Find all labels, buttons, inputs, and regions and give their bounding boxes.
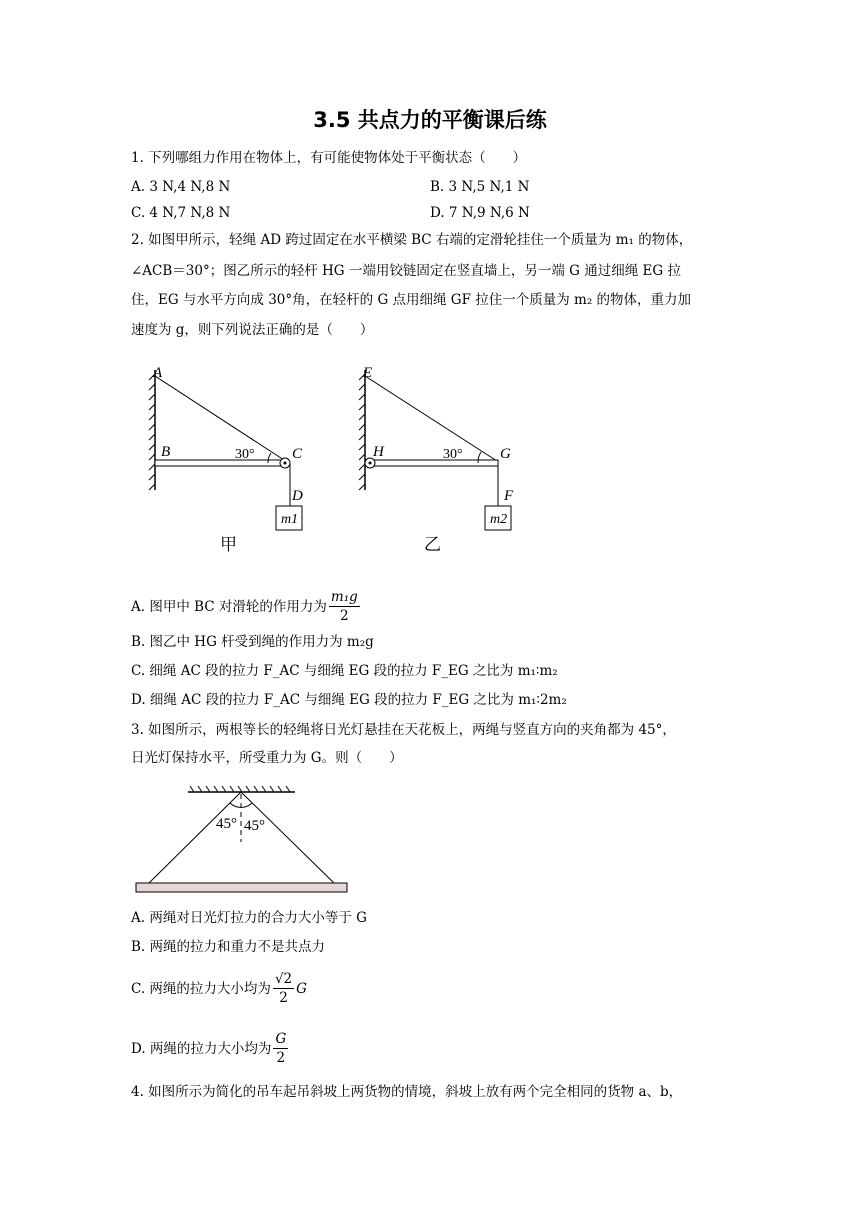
label-g: G	[500, 446, 511, 462]
q2-stem-line2: ∠ACB＝30°；图乙所示的轻杆 HG 一端用铰链固定在竖直墙上，另一端 G 通过细绳 EG 拉	[131, 263, 681, 279]
fraction-m1g-over-2	[329, 588, 360, 625]
fraction-numerator: G	[275, 1031, 287, 1047]
label-b: B	[161, 444, 171, 460]
q2-option-a	[131, 588, 362, 625]
q1-option-d: D. 7 N,9 N,6 N	[430, 205, 530, 221]
angle-right-label: 45°	[244, 818, 265, 834]
label-c: C	[292, 446, 303, 462]
q3-stem-line2: 日光灯保持水平，所受重力为 G。则（ ）	[131, 750, 403, 766]
fraction-g-over-2	[273, 1030, 288, 1067]
q4-stem-line1: 4. 如图所示为简化的吊车起吊斜坡上两货物的情境，斜坡上放有两个完全相同的货物 a、b，	[131, 1084, 683, 1100]
fraction-denominator: 2	[276, 1050, 286, 1066]
angle-left-label: 45°	[216, 816, 237, 832]
q3-option-d	[131, 1030, 290, 1067]
caption-yi: 乙	[424, 535, 441, 554]
label-h: H	[373, 444, 384, 460]
q3-option-b: B. 两绳的拉力和重力不是共点力	[131, 939, 326, 955]
figure-jia	[140, 360, 320, 560]
page-title: 3.5 共点力的平衡课后练	[313, 108, 547, 132]
q1-option-c: C. 4 N,7 N,8 N	[131, 205, 231, 221]
fraction-numerator: √2	[274, 971, 293, 987]
mass-label-m1: m1	[281, 512, 299, 527]
q2-stem-line1: 2. 如图甲所示，轻绳 AD 跨过固定在水平横梁 BC 右端的定滑轮挂住一个质量为 m₁ 的物体，	[131, 232, 693, 248]
q3-option-c-text: C. 两绳的拉力大小均为	[131, 980, 271, 997]
q2-option-d: D. 细绳 AC 段的拉力 F_AC 与细绳 EG 段的拉力 F_EG 之比为 m₁∶2m₂	[131, 692, 567, 708]
q2-stem-line4: 速度为 g，则下列说法正确的是（ ）	[131, 322, 374, 338]
q2-option-c: C. 细绳 AC 段的拉力 F_AC 与细绳 EG 段的拉力 F_EG 之比为 m₁∶m₂	[131, 663, 558, 679]
q2-option-a-text: A. 图甲中 BC 对滑轮的作用力为	[131, 598, 327, 615]
caption-jia: 甲	[220, 535, 237, 554]
figure-yi	[350, 360, 530, 560]
fraction-denominator: 2	[279, 990, 288, 1006]
q2-option-b: B. 图乙中 HG 杆受到绳的作用力为 m₂g	[131, 634, 374, 650]
label-e: E	[363, 365, 373, 381]
q3-option-d-text: D. 两绳的拉力大小均为	[131, 1040, 272, 1057]
q1-stem: 1. 下列哪组力作用在物体上，有可能使物体处于平衡状态（ ）	[131, 150, 527, 166]
q1-option-a: A. 3 N,4 N,8 N	[131, 179, 231, 195]
label-a: A	[153, 365, 163, 381]
angle-label-yi: 30°	[443, 447, 463, 462]
fraction-sqrt2-over-2	[273, 970, 294, 1007]
q2-stem-line3: 住，EG 与水平方向成 30°角，在轻杆的 G 点用细绳 GF 拉住一个质量为 m₂ 的物体，重力加	[131, 292, 692, 308]
mass-label-m2: m2	[490, 512, 508, 527]
q1-option-b: B. 3 N,5 N,1 N	[430, 179, 530, 195]
fraction-numerator: m₁g	[330, 589, 358, 605]
figure-lamp	[130, 780, 360, 900]
label-f: F	[504, 488, 514, 504]
q3-option-a: A. 两绳对日光灯拉力的合力大小等于 G	[131, 910, 367, 926]
q3-option-c	[131, 970, 307, 1007]
q3-option-c-suffix: G	[296, 980, 307, 997]
angle-label-jia: 30°	[235, 447, 255, 462]
label-d: D	[292, 488, 303, 504]
q3-stem-line1: 3. 如图所示，两根等长的轻绳将日光灯悬挂在天花板上，两绳与竖直方向的夹角都为 45°，	[131, 722, 676, 738]
fraction-denominator: 2	[340, 608, 349, 624]
